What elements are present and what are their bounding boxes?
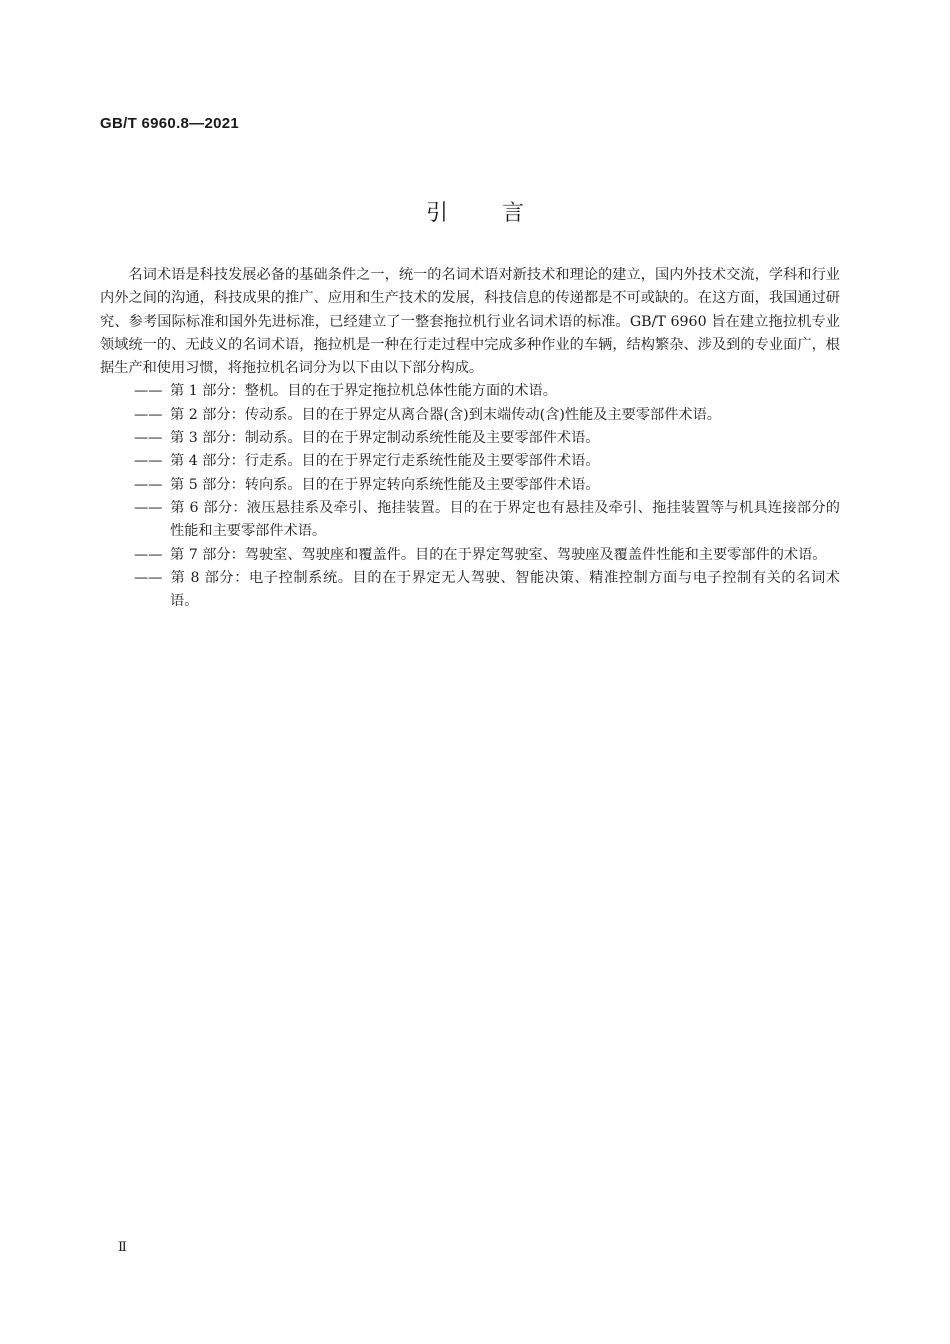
- list-item: [100, 380, 840, 403]
- list-item-text: 第 1 部分：整机。目的在于界定拖拉机总体性能方面的术语。: [170, 383, 557, 400]
- standard-code: GB/T 6960.8—2021: [100, 115, 240, 132]
- list-dash: ——: [134, 476, 163, 493]
- parts-list: [100, 380, 840, 613]
- list-item-text: 第 3 部分：制动系。目的在于界定制动系统性能及主要零部件术语。: [170, 430, 600, 447]
- list-item-text: 第 5 部分：转向系。目的在于界定转向系统性能及主要零部件术语。: [170, 476, 600, 493]
- main-content: [100, 264, 840, 613]
- list-item: [100, 427, 840, 450]
- list-item-text: 第 8 部分：电子控制系统。目的在于界定无人驾驶、智能决策、精准控制方面与电子控制有关的名词术语。: [170, 569, 840, 610]
- list-item: [100, 497, 840, 544]
- list-dash: ——: [134, 569, 163, 586]
- page-title: 引言: [425, 201, 578, 226]
- list-item: [100, 474, 840, 497]
- list-dash: ——: [134, 453, 163, 470]
- list-item-text: 第 6 部分：液压悬挂系及牵引、拖挂装置。目的在于界定也有悬挂及牵引、拖挂装置等与机具连接部分的性能和主要零部件术语。: [170, 499, 840, 540]
- list-item: [100, 404, 840, 427]
- list-item: [100, 450, 840, 473]
- list-item: [100, 544, 840, 567]
- list-dash: ——: [134, 499, 163, 516]
- list-dash: ——: [134, 383, 163, 400]
- list-dash: ——: [134, 430, 163, 447]
- list-item-text: 第 2 部分：传动系。目的在于界定从离合器(含)到末端传动(含)性能及主要零部件术语。: [170, 406, 721, 423]
- page-number: Ⅱ: [118, 1240, 127, 1255]
- list-item-text: 第 7 部分：驾驶室、驾驶座和覆盖件。目的在于界定驾驶室、驾驶座及覆盖件性能和主要零部件的术语。: [170, 546, 827, 563]
- list-item: [100, 567, 840, 614]
- intro-paragraph: 名词术语是科技发展必备的基础条件之一，统一的名词术语对新技术和理论的建立，国内外技术交流，学科和行业内外之间的沟通，科技成果的推广、应用和生产技术的发展，科技信息的传递都是不可或缺的。在这方面，我国通过研究、参考国际标准和国外先进标准，已经建立了一整套拖拉机行业名词术语的标准。GB/T 6960 旨在建立拖拉机专业领域统一的、无歧义的名词术语，拖拉机是一种在行走过程中完成多种作业的车辆，结构繁杂、涉及到的专业面广，根据生产和使用习惯，将拖拉机名词分为以下由以下部分构成。: [100, 267, 840, 377]
- list-dash: ——: [134, 546, 163, 563]
- list-item-text: 第 4 部分：行走系。目的在于界定行走系统性能及主要零部件术语。: [170, 453, 600, 470]
- list-dash: ——: [134, 406, 163, 423]
